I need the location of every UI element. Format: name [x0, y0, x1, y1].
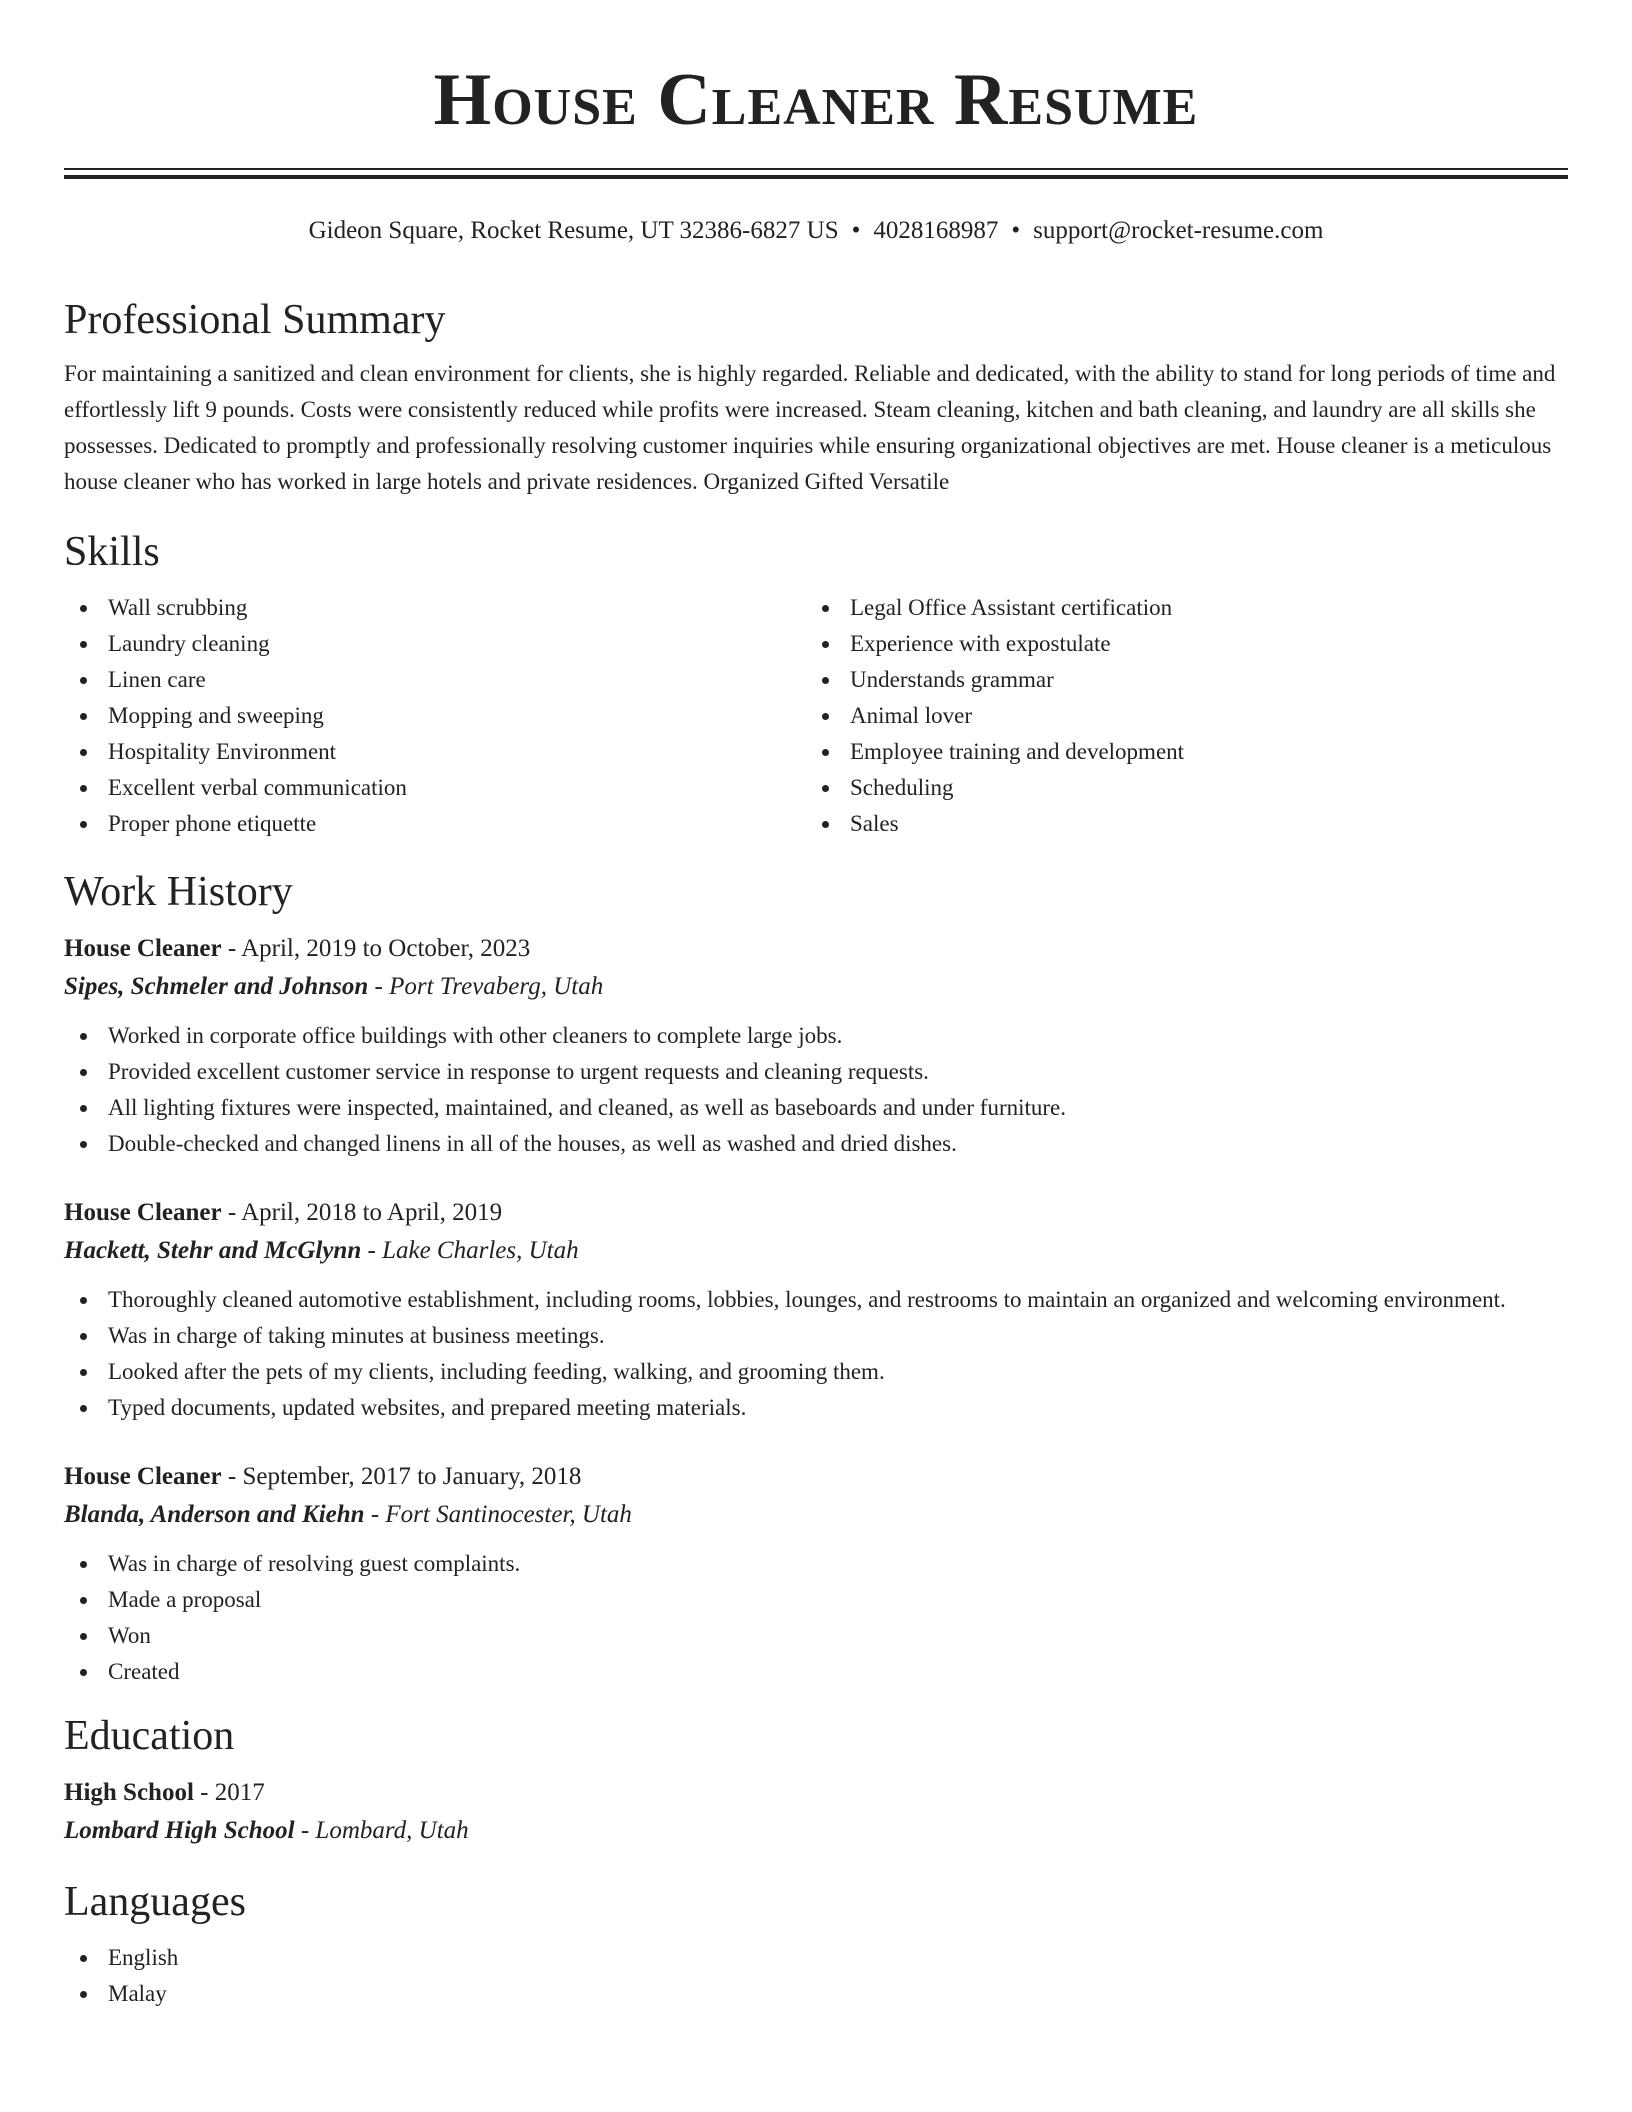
title-rule-thick	[64, 175, 1568, 179]
job-title: House Cleaner	[64, 935, 222, 962]
skill-item: Laundry cleaning	[64, 626, 806, 662]
work-history-heading: Work History	[64, 869, 293, 915]
education-section	[64, 1704, 1568, 1850]
job-bullet: Was in charge of taking minutes at business meetings.	[64, 1318, 1568, 1354]
job-dates: April, 2019 to October, 2023	[241, 935, 531, 962]
summary-text: For maintaining a sanitized and clean environment for clients, she is highly regarded. Reliable and dedicated, with the ability to stand for long periods of time and effortlessly lift 9 pounds. Costs were consistently reduced while profits were increased. Steam cleaning, kitchen and bath cleaning, and laundry are all skills she possesses. Dedicated to promptly and professionally resolving customer inquiries while ensuring organizational objectives are met. House cleaner is a meticulous house cleaner who has worked in large hotels and private residences. Organized Gifted Versatile	[64, 361, 1556, 494]
job-title: House Cleaner	[64, 1463, 222, 1490]
skills-heading: Skills	[64, 529, 160, 575]
job-title: House Cleaner	[64, 1199, 222, 1226]
job-bullet: Thoroughly cleaned automotive establishment, including rooms, lobbies, lounges, and restrooms to maintain an organized and welcoming environment.	[64, 1282, 1568, 1318]
contact-phone: 4028168987	[873, 217, 999, 244]
education-location: Lombard, Utah	[315, 1817, 469, 1844]
skills-list-right	[806, 590, 1548, 842]
job-dates: April, 2018 to April, 2019	[241, 1199, 503, 1226]
education-degree-line: High School - 2017	[64, 1779, 265, 1806]
resume-content	[64, 288, 1568, 2012]
skill-item: Experience with expostulate	[806, 626, 1548, 662]
skill-item: Wall scrubbing	[64, 590, 806, 626]
skill-item: Sales	[806, 806, 1548, 842]
job-entry	[64, 1194, 1568, 1426]
contact-email: support@rocket-resume.com	[1033, 217, 1324, 244]
job-company-line: Sipes, Schmeler and Johnson - Port Trevaberg, Utah	[64, 973, 604, 1000]
job-title-line: House Cleaner - September, 2017 to January, 2018	[64, 1463, 582, 1490]
job-location: Port Trevaberg, Utah	[389, 973, 604, 1000]
contact-separator: •	[851, 217, 861, 244]
education-degree: High School	[64, 1779, 194, 1806]
job-location: Fort Santinocester, Utah	[385, 1501, 632, 1528]
job-title-line: House Cleaner - April, 2019 to October, 2023	[64, 935, 531, 962]
skills-list-left	[64, 590, 806, 842]
skill-item: Mopping and sweeping	[64, 698, 806, 734]
contact-address: Gideon Square, Rocket Resume, UT 32386-6827 US	[308, 217, 839, 244]
summary-heading: Professional Summary	[64, 297, 446, 343]
job-bullets	[64, 1282, 1568, 1426]
job-bullet: Won	[64, 1618, 1568, 1654]
job-company: Blanda, Anderson and Kiehn	[64, 1501, 365, 1528]
skill-item: Proper phone etiquette	[64, 806, 806, 842]
language-item: Malay	[64, 1976, 1568, 2012]
job-bullet: Worked in corporate office buildings with other cleaners to complete large jobs.	[64, 1018, 1568, 1054]
resume-title: House Cleaner Resume	[433, 59, 1199, 141]
summary-section	[64, 288, 1568, 500]
languages-section	[64, 1870, 1568, 2012]
job-bullet: Looked after the pets of my clients, including feeding, walking, and grooming them.	[64, 1354, 1568, 1390]
contact-line	[0, 214, 1632, 248]
job-entry	[64, 1458, 1568, 1690]
job-company-line: Blanda, Anderson and Kiehn - Fort Santinocester, Utah	[64, 1501, 632, 1528]
education-school: Lombard High School	[64, 1817, 295, 1844]
languages-heading: Languages	[64, 1879, 246, 1925]
job-bullet: Made a proposal	[64, 1582, 1568, 1618]
job-location: Lake Charles, Utah	[382, 1237, 579, 1264]
job-dates: September, 2017 to January, 2018	[242, 1463, 582, 1490]
skill-item: Employee training and development	[806, 734, 1548, 770]
job-bullet: Was in charge of resolving guest complaints.	[64, 1546, 1568, 1582]
skill-item: Linen care	[64, 662, 806, 698]
job-bullet: Typed documents, updated websites, and prepared meeting materials.	[64, 1390, 1568, 1426]
skill-item: Understands grammar	[806, 662, 1548, 698]
skill-item: Excellent verbal communication	[64, 770, 806, 806]
job-company: Hackett, Stehr and McGlynn	[64, 1237, 362, 1264]
languages-list	[64, 1940, 1568, 2012]
language-item: English	[64, 1940, 1568, 1976]
job-bullets	[64, 1546, 1568, 1690]
skill-item: Hospitality Environment	[64, 734, 806, 770]
job-title-line: House Cleaner - April, 2018 to April, 2019	[64, 1199, 503, 1226]
job-bullets	[64, 1018, 1568, 1162]
job-bullet: Provided excellent customer service in response to urgent requests and cleaning requests.	[64, 1054, 1568, 1090]
education-heading: Education	[64, 1713, 235, 1759]
work-history-section	[64, 860, 1568, 1690]
education-entry	[64, 1774, 1568, 1850]
title-rule-thin	[64, 168, 1568, 170]
education-year: 2017	[214, 1779, 265, 1806]
job-entry	[64, 930, 1568, 1162]
job-company-line: Hackett, Stehr and McGlynn - Lake Charles, Utah	[64, 1237, 579, 1264]
contact-separator: •	[1011, 217, 1021, 244]
skills-section	[64, 520, 1568, 842]
skills-grid	[64, 590, 1568, 842]
job-company: Sipes, Schmeler and Johnson	[64, 973, 369, 1000]
job-bullet: All lighting fixtures were inspected, maintained, and cleaned, as well as baseboards and under furniture.	[64, 1090, 1568, 1126]
skill-item: Animal lover	[806, 698, 1548, 734]
education-school-line: Lombard High School - Lombard, Utah	[64, 1817, 469, 1844]
job-bullet: Created	[64, 1654, 1568, 1690]
skill-item: Scheduling	[806, 770, 1548, 806]
skill-item: Legal Office Assistant certification	[806, 590, 1548, 626]
job-bullet: Double-checked and changed linens in all of the houses, as well as washed and dried dishes.	[64, 1126, 1568, 1162]
